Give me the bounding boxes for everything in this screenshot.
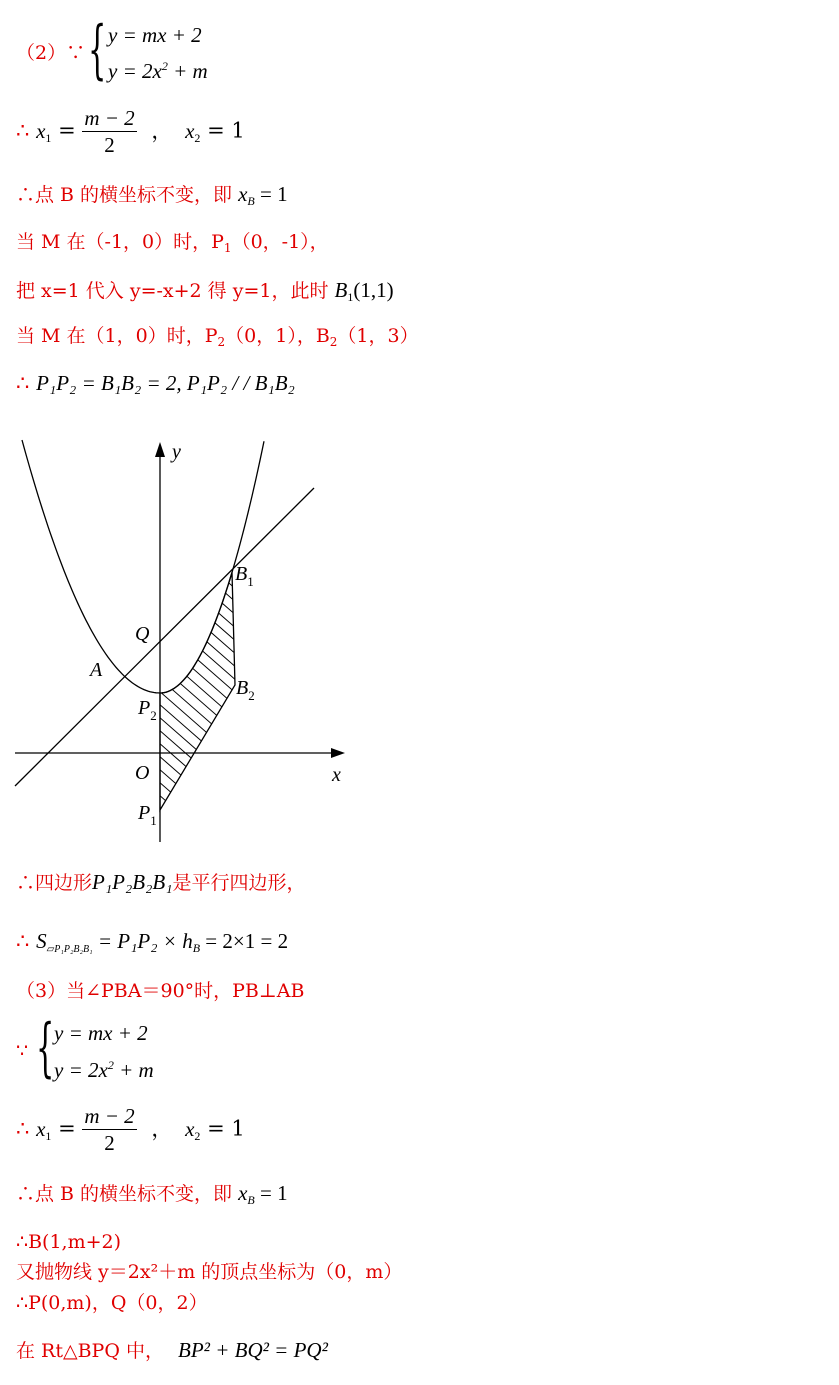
hatch-line	[110, 432, 270, 463]
hatch-line	[110, 432, 270, 554]
system2-brace: {	[36, 1011, 55, 1085]
hatch-line	[110, 713, 270, 852]
hatch-line	[110, 752, 270, 852]
y-axis-arrow	[155, 442, 165, 457]
hatch-line	[110, 432, 270, 567]
fraction: $\frac{m - 2}{2}$	[84, 106, 135, 157]
line-xb-2: ∴点 B 的横坐标不变，即 $x_B = 1$	[16, 1181, 288, 1207]
point-p1-label: $P_1$	[138, 802, 157, 828]
hatch-line	[110, 432, 270, 450]
point-p2-label: $P_2$	[138, 697, 157, 723]
system2-eq2: $y = 2x^2 + m$	[54, 1058, 154, 1082]
part2-label: （2）∵	[16, 42, 86, 64]
line-substitute: 把 x=1 代入 y=-x+2 得 y=1，此时 $B_1(1,1)$	[16, 278, 394, 304]
x-axis-arrow	[331, 748, 345, 758]
hatch-line	[110, 432, 270, 489]
hatch-line	[110, 531, 270, 671]
system-eq1: y = mx + 2	[108, 23, 202, 47]
point-b2-label: $B_2$	[236, 677, 255, 703]
point-q-label: Q	[135, 623, 150, 645]
line-vertex: 又抛物线 y＝2x²＋m 的顶点坐标为（0，m）	[16, 1261, 403, 1283]
line-parallelogram: ∴四边形P₁P₂B₂B₁是平行四边形，	[16, 870, 306, 894]
roots-line: ∴ $x_1$ = $\frac{m - 2}{2}$ ， $x_2 = 1$	[16, 106, 245, 157]
hatch-line	[110, 432, 270, 502]
line-b-coord: ∴B(1,m+2)	[16, 1231, 122, 1253]
line-xb: ∴点 B 的横坐标不变，即 $x_B = 1$	[16, 182, 288, 208]
hatch-line	[110, 432, 270, 541]
line-m-neg: 当 M 在（-1，0）时，$P_1(0$，-1），	[16, 231, 329, 255]
hatch-line	[110, 432, 270, 528]
hatch-line	[110, 830, 270, 852]
hatch-line	[110, 432, 270, 515]
hatch-line	[110, 518, 270, 658]
origin-label: O	[135, 762, 150, 784]
system-eq2: $y = 2x^2 + m$	[108, 59, 208, 83]
hatch-line	[110, 726, 270, 852]
hatch-line	[110, 843, 270, 852]
roots-line-2: ∴ $x_1$ = $\frac{m - 2}{2}$ ， $x_2 = 1$	[16, 1104, 245, 1155]
hatch-line	[110, 791, 270, 852]
hatch-line	[110, 739, 270, 852]
hatch-line	[110, 635, 270, 775]
hatch-line	[110, 583, 270, 723]
hatch-line	[110, 687, 270, 827]
hatch-line	[110, 700, 270, 840]
hatch-line	[110, 596, 270, 736]
hatch-line	[110, 804, 270, 852]
hatch-line	[110, 817, 270, 852]
parabola-figure	[10, 432, 370, 852]
point-b1-label: $B_1$	[235, 563, 254, 589]
part3-label: ∵	[16, 1040, 29, 1062]
hatch-line	[110, 432, 270, 476]
hatch-line	[110, 765, 270, 852]
hatch-line	[110, 778, 270, 852]
system2-eq1: y = mx + 2	[54, 1021, 148, 1045]
line-m-pos: 当 M 在（1，0）时，$P_2(0$，1），$B_2(1$，3）	[16, 325, 419, 349]
hatch-line	[110, 466, 270, 606]
point-a-label: A	[90, 659, 103, 681]
system-brace: {	[88, 13, 107, 87]
hatch-line	[110, 432, 270, 437]
line-equal-parallel: ∴ P₁P₂ = B₁B₂ = 2, P₁P₂ / / B₁B₂	[16, 371, 295, 395]
line-pq: ∴P(0,m)，Q（0，2）	[16, 1292, 208, 1314]
line-ab	[15, 488, 314, 786]
fraction-2: $\frac{m - 2}{2}$	[84, 1104, 135, 1155]
hatch-line	[110, 479, 270, 619]
x-axis-label: x	[332, 764, 341, 786]
outer-parabola	[22, 440, 264, 693]
hatch-line	[110, 440, 270, 580]
y-axis-label: y	[172, 441, 181, 463]
part3-heading: （3）当∠PBA＝90°时，PB⊥AB	[16, 980, 305, 1002]
line-rt: 在 Rt△BPQ 中， BP² + BQ² = PQ²	[16, 1338, 328, 1362]
line-area: ∴ $S_{▱P_1P_2B_2B_1} = P_1P_2 \times h_B = 2\times 1 = 2$	[16, 929, 289, 955]
hatch-line	[110, 648, 270, 788]
